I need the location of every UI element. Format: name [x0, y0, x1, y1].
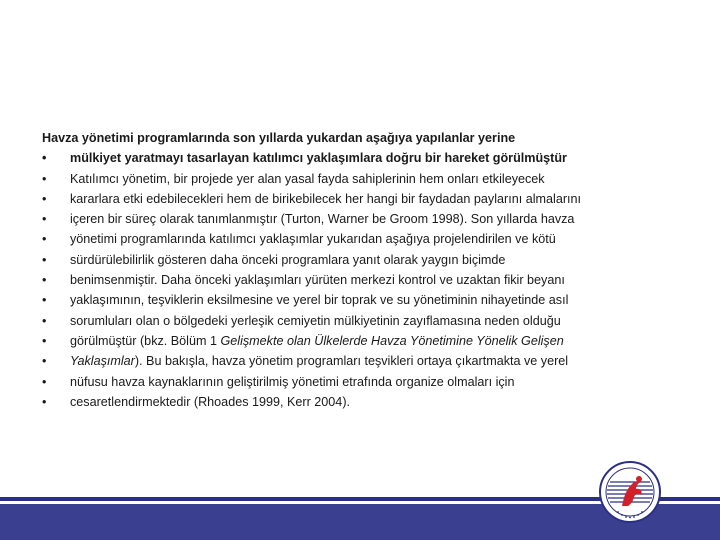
bullet-mark: • [42, 333, 47, 348]
line-text: yaklaşımının, teşviklerin eksilmesine ve yerel bir toprak ve su yönetiminin nihayetinde asıl [70, 293, 569, 308]
line-text: sorumluları olan o bölgedeki yerleşik cemiyetin mülkiyetinin zayıflamasına neden olduğu [70, 313, 561, 328]
bullet-line [42, 148, 682, 168]
line-text: cesaretlendirmektedir (Rhoades 1999, Kerr 2004). [70, 394, 351, 409]
bullet-line [42, 229, 682, 249]
bullet-line [42, 209, 682, 229]
bullet-line [42, 169, 682, 189]
university-seal-icon [598, 460, 662, 524]
bullet-line [42, 250, 682, 270]
bullet-line [42, 351, 682, 371]
bullet-mark: • [42, 313, 47, 328]
line-text: ). Bu bakışla, havza yönetim programları teşvikleri ortaya çıkartmakta ve yerel [134, 354, 569, 369]
italic-text: Yaklaşımlar [70, 354, 135, 369]
body-text [42, 128, 682, 412]
line-text: Katılımcı yönetim, bir projede yer alan yasal fayda sahiplerinin hem onları etkileyecek [70, 171, 545, 186]
bullet-line [42, 189, 682, 209]
bullet-line [42, 372, 682, 392]
line-text: benimsenmiştir. Daha önceki yaklaşımları yürüten merkezi kontrol ve uzaktan fikir beyanı [70, 273, 565, 288]
bullet-mark: • [42, 212, 47, 227]
bullet-mark: • [42, 252, 47, 267]
line-text: içeren bir süreç olarak tanımlanmıştır (Turton, Warner be Groom 1998). Son yıllarda havza [70, 212, 575, 227]
line-text: görülmüştür (bkz. Bölüm 1 [70, 333, 221, 348]
intro-heading-line: Havza yönetimi programlarında son yıllarda yukardan aşağıya yapılanlar yerine [42, 131, 516, 145]
bullet-mark: • [42, 191, 47, 206]
bullet-mark: • [42, 232, 47, 247]
bullet-mark: • [42, 293, 47, 308]
italic-text: Gelişmekte olan Ülkelerde Havza Yönetimine Yönelik Gelişen [220, 333, 564, 348]
bullet-line [42, 290, 682, 310]
bullet-line [42, 392, 682, 412]
bullet-mark: • [42, 394, 47, 409]
bullet-mark: • [42, 273, 47, 288]
line-text: nüfusu havza kaynaklarının geliştirilmiş yönetimi etrafında organize olmaları için [70, 374, 515, 389]
line-text: yönetimi programlarında katılımcı yaklaşımlar yukarıdan aşağıya projelendirilen ve kötü [70, 232, 556, 247]
bullet-line [42, 270, 682, 290]
bullet-mark: • [42, 374, 47, 389]
bullet-line [42, 311, 682, 331]
bullet-mark: • [42, 151, 47, 166]
line-text: mülkiyet yaratmayı tasarlayan katılımcı yaklaşımlara doğru bir hareket görülmüştür [70, 151, 567, 166]
bullet-line [42, 331, 682, 351]
bullet-mark: • [42, 171, 47, 186]
line-text: kararlara etki edebilecekleri hem de birikebilecek her hangi bir faydadan paylarını almalarını [70, 191, 582, 206]
line-text: sürdürülebilirlik gösteren daha önceki programlara yanıt olarak yaygın biçimde [70, 252, 506, 267]
bullet-mark: • [42, 354, 47, 369]
